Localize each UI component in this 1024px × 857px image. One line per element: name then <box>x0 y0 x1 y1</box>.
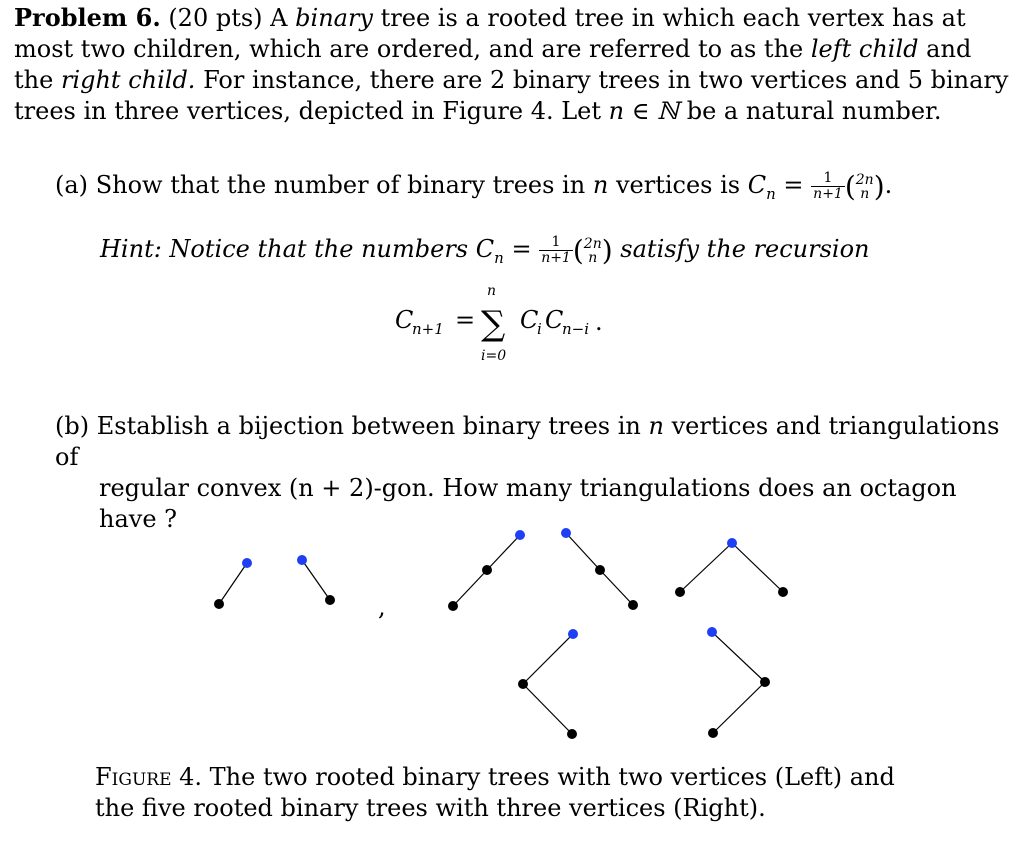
node <box>778 587 788 597</box>
figure-caption <box>95 762 915 824</box>
node <box>760 677 770 687</box>
node <box>595 565 605 575</box>
node <box>708 728 718 738</box>
edge <box>732 543 783 592</box>
binom-bot: n <box>860 185 870 202</box>
node <box>482 565 492 575</box>
edge <box>487 535 520 570</box>
binomial <box>856 173 874 201</box>
fraction <box>811 171 845 202</box>
term1-sub: i <box>537 320 542 338</box>
node <box>325 595 335 605</box>
part-a-text2: vertices is <box>615 171 741 199</box>
problem-points: (20 pts) <box>168 4 263 32</box>
part-a-text: Show that the number of binary trees in <box>95 171 586 199</box>
node <box>675 587 685 597</box>
part-a: (a) Show that the number of binary trees in n vertices is $C_n$ = $\frac{1}{n+1}$ ( 2n n ). <box>55 170 893 203</box>
problem-statement <box>14 2 1014 127</box>
cn-symbol: C <box>475 235 495 263</box>
binom-bot: n <box>588 249 598 266</box>
term1: C <box>520 306 539 334</box>
right-child-term: right child. <box>60 66 196 94</box>
frac-den: n+1 <box>541 250 571 266</box>
equals: = <box>511 235 532 263</box>
root-node <box>515 530 525 540</box>
edge <box>453 570 487 606</box>
node <box>518 679 528 689</box>
frac-num: 1 <box>539 235 573 251</box>
part-a-label: (a) <box>55 171 89 199</box>
cn-sub: n <box>494 248 504 267</box>
var-n: n <box>592 171 609 199</box>
root-node <box>707 627 717 637</box>
caption-text: The two rooted binary trees with two vertices (Left) and the five rooted binary trees with three vertices (Right). <box>95 763 895 822</box>
problem-text: be a natural number. <box>686 97 942 125</box>
root-node <box>297 555 307 565</box>
edge <box>566 533 600 570</box>
binom-top: 2n <box>583 235 602 252</box>
binom-top: 2n <box>855 171 874 188</box>
edge <box>302 560 330 600</box>
problem-text: tree is a rooted tree in which each vertex has at most two children, which are ordered, and are referred to as the <box>14 4 966 63</box>
period: . <box>595 308 603 336</box>
term2: C <box>545 306 564 334</box>
frac-num: 1 <box>811 171 845 187</box>
edge <box>712 632 765 682</box>
binary-term: binary <box>295 4 373 32</box>
edge <box>600 570 633 605</box>
recursion-eq: = <box>455 306 476 334</box>
term2-sub: n−i <box>562 320 590 338</box>
equals: = <box>783 171 804 199</box>
cn-symbol: C <box>747 171 767 199</box>
node <box>628 600 638 610</box>
edge <box>523 634 573 684</box>
edge <box>523 684 572 734</box>
sum-upper: n <box>487 283 497 299</box>
figure-4 <box>0 510 1024 750</box>
node <box>214 599 224 609</box>
n-in-N: n ∈ ℕ <box>608 97 680 125</box>
left-child-term: left child <box>810 35 919 63</box>
root-node <box>561 528 571 538</box>
edge <box>713 682 765 733</box>
cn-sub: n <box>766 184 776 203</box>
binomial <box>584 237 602 265</box>
node <box>448 601 458 611</box>
node <box>567 729 577 739</box>
problem-text: For instance, there are 2 binary trees in two vertices and 5 binary trees in three vertices, depicted in Figure 4. Let <box>14 66 1009 125</box>
root-node <box>242 558 252 568</box>
part-b-line1: Establish a bijection between binary trees in <box>96 412 641 440</box>
problem-text: A <box>270 4 288 32</box>
frac-den: n+1 <box>813 186 843 202</box>
part-b-line2: regular convex (n + 2)-gon. How many triangulations does an octagon have ? <box>99 474 957 533</box>
var-n: n <box>648 412 664 440</box>
root-node <box>727 538 737 548</box>
hint: Hint: Notice that the numbers $C_n$ = $\frac{1}{n+1}$ ( 2n n ) satisfy the recursion <box>100 234 870 267</box>
hint-text: Hint: Notice that the numbers <box>100 235 469 263</box>
problem-label: Problem 6. <box>14 3 161 32</box>
figure-separator: , <box>378 593 386 621</box>
sigma-symbol: ∑ <box>481 304 506 344</box>
root-node <box>568 629 578 639</box>
edge <box>219 563 247 604</box>
recursion-lhs-sub: n+1 <box>412 320 444 338</box>
recursion-equation <box>395 280 635 365</box>
edge <box>680 543 732 592</box>
sum-lower: i=0 <box>481 348 507 364</box>
recursion-lhs: C <box>395 306 414 334</box>
part-b-line1b: vertices and triangulations of <box>55 412 1000 471</box>
fraction <box>539 235 573 266</box>
problem-text: and the <box>14 35 972 94</box>
hint-text2: satisfy the recursion <box>620 235 870 263</box>
period: . <box>884 171 893 199</box>
caption-label: Figure 4. <box>95 763 203 791</box>
part-b-label: (b) <box>55 412 90 440</box>
